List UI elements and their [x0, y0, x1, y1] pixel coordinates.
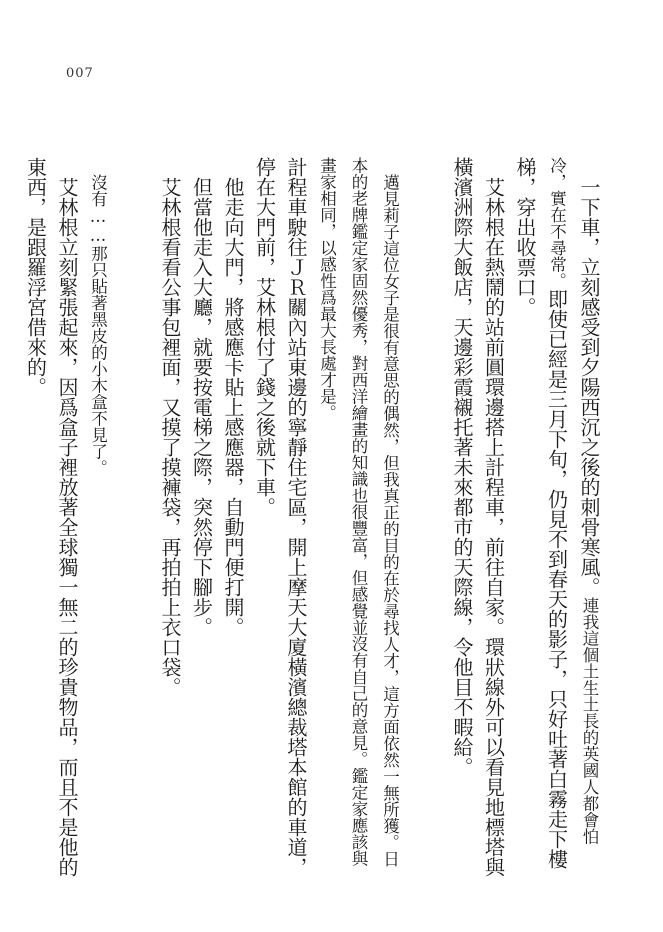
paragraph-missing: 沒有……那只貼著黑皮的小木盒不見了。 [88, 173, 108, 476]
paragraph-arrival-aside: 連我這個土生土長的英國人都會怕冷，實在不尋常。 [547, 157, 599, 845]
paragraph-arrival-cont: 即使已經是三月下旬，仍見不到春天的影子，只好吐著白霧走下樓梯，穿出收票口。 [513, 157, 569, 869]
paragraph-drive: 計程車駛往ＪＲ關內站東邊的寧靜住宅區，開上摩天大廈橫濱總裁塔本館的車道，停在大門前，艾林根付了錢之後就下車。 [252, 157, 308, 877]
paragraph-door: 他走向大門，將感應卡貼上感應器，自動門便打開。 [221, 177, 245, 637]
paragraph-lobby: 但當他走入大廳，就要按電梯之際，突然停下腳步。 [189, 177, 214, 637]
page-number: 007 [66, 66, 94, 81]
paragraph-thoughts: 邁見莉子這位女子是很有意思的偶然，但我真正的目的在於尋找人才，這方面依然一無所獲。日本的老牌鑑定家固然優秀，對西洋繪畫的知識也很豐富，但感覺並沒有自己的意見。鑑定家應該與畫家相同，以感性爲最大長處才是。 [317, 157, 400, 867]
paragraph-panic: 艾林根立刻緊張起來，因爲盒子裡放著全球獨一無二的珍貴物品，而且不是他的東西，是跟羅浮宮借來的。 [23, 157, 79, 877]
paragraph-search: 艾林根看看公事包裡面，又摸了摸褲袋，再拍拍上衣口袋。 [158, 177, 182, 697]
paragraph-arrival-text: 一下車，立刻感受到夕陽西沉之後的刺骨寒風。 [577, 177, 601, 597]
vertical-text-body [23, 157, 605, 877]
paragraph-arrival [509, 157, 606, 877]
paragraph-taxi: 艾林根在熱鬧的站前圓環邊搭上計程車，前往自家。環狀線外可以看見地標塔與橫濱洲際大飯店，天邊彩霞襯托著未來都市的天際線，令他目不暇給。 [450, 157, 506, 877]
